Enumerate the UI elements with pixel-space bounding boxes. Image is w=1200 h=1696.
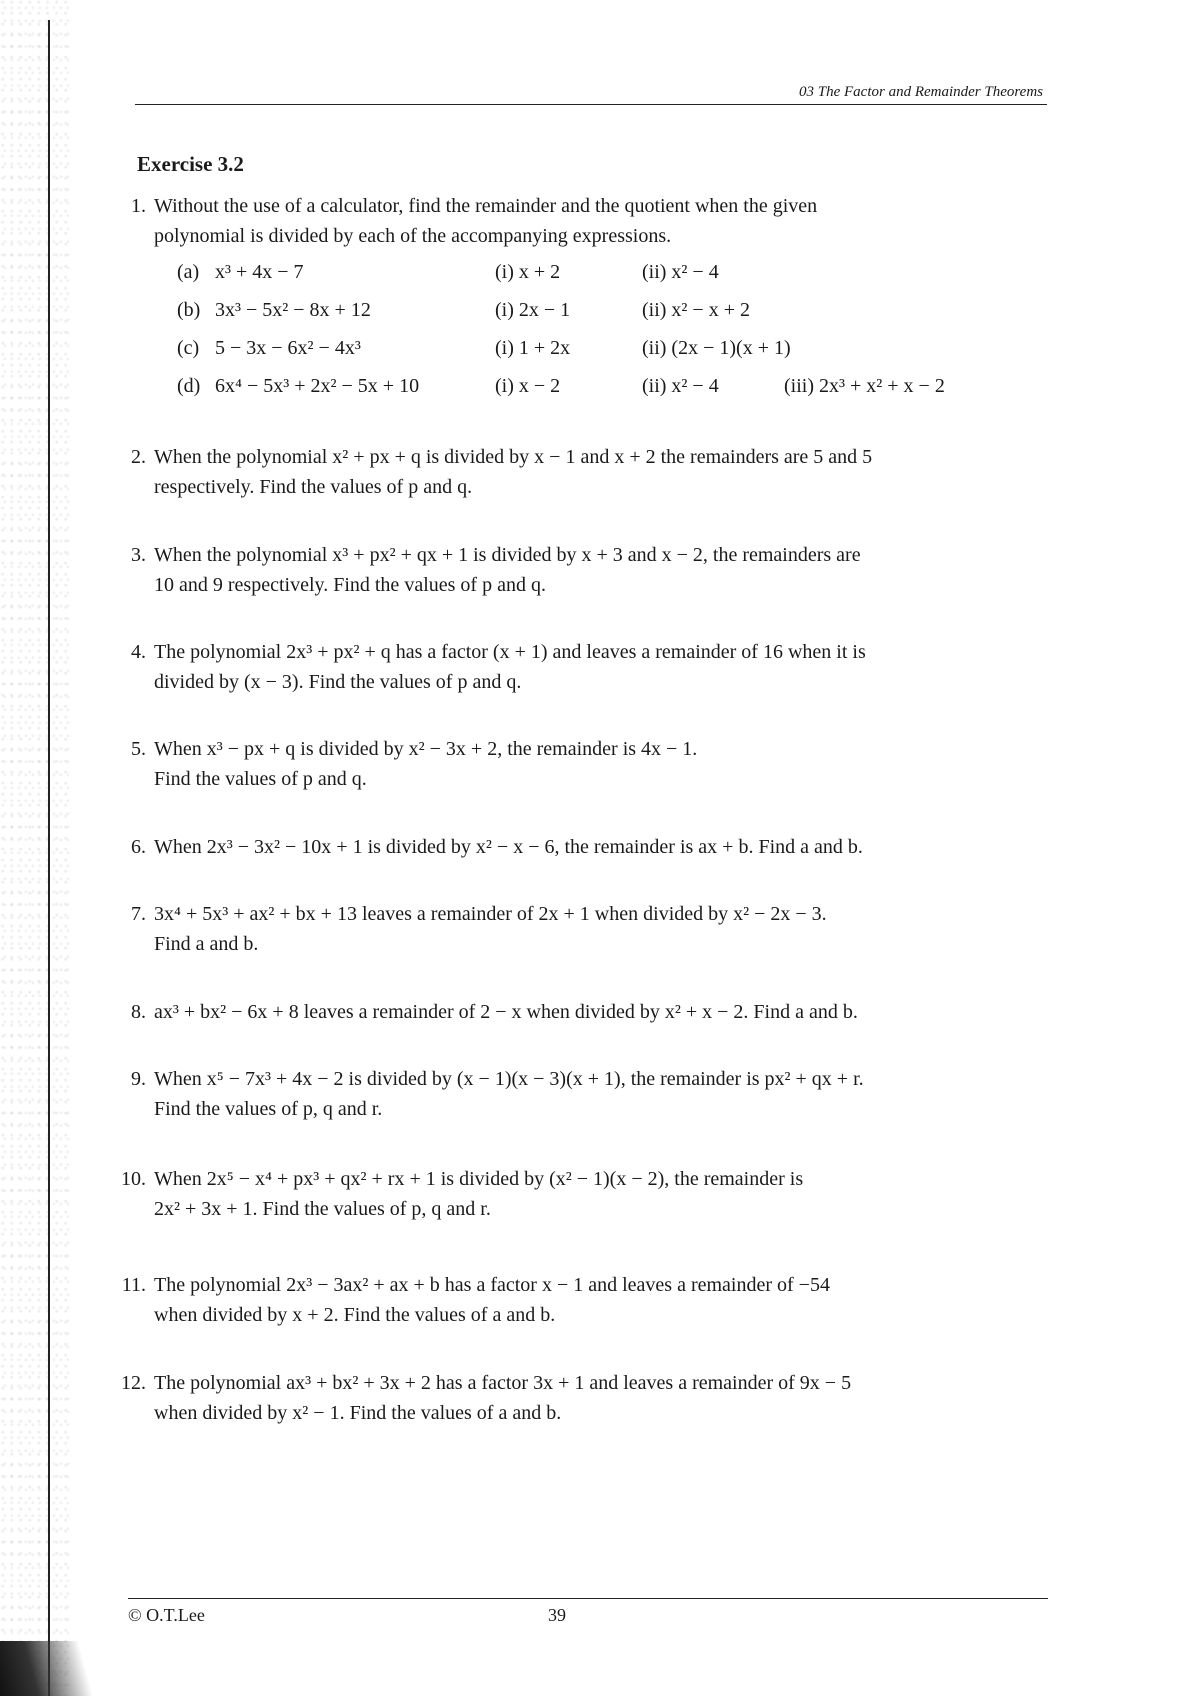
question-text: Find the values of p, q and r.	[154, 1098, 383, 1120]
exercise-title: Exercise 3.2	[137, 152, 244, 176]
scan-shadow	[0, 1641, 95, 1696]
question-number: 9.	[131, 1068, 146, 1090]
question-number: 5.	[131, 738, 146, 760]
question-number: 6.	[131, 836, 146, 858]
question-text: The polynomial 2x³ − 3ax² + ax + b has a factor x − 1 and leaves a remainder of −54	[154, 1274, 830, 1296]
question-text: respectively. Find the values of p and q.	[154, 476, 473, 498]
question-text: Find the values of p and q.	[154, 768, 367, 790]
question-number: 8.	[131, 1001, 146, 1023]
question-text: when divided by x² − 1. Find the values of a and b.	[154, 1402, 562, 1424]
footer-rule	[128, 1598, 1048, 1599]
divisor: (ii) (2x − 1)(x + 1)	[642, 337, 791, 359]
polynomial: x³ + 4x − 7	[215, 261, 304, 283]
question-text: divided by (x − 3). Find the values of p and q.	[154, 671, 522, 693]
question-text: 3x⁴ + 5x³ + ax² + bx + 13 leaves a remainder of 2x + 1 when divided by x² − 2x − 3.	[154, 903, 827, 925]
question-number: 2.	[131, 446, 146, 468]
part-row	[177, 375, 945, 398]
divisor: (i) x − 2	[495, 375, 561, 397]
question-number: 1.	[131, 195, 146, 217]
question-number: 4.	[131, 641, 146, 663]
page-number: 39	[548, 1605, 566, 1625]
part-label: (a)	[177, 261, 200, 283]
part-row	[177, 337, 791, 360]
copyright: © O.T.Lee	[128, 1605, 205, 1625]
question-text: When x⁵ − 7x³ + 4x − 2 is divided by (x − 1)(x − 3)(x + 1), the remainder is px² + qx + r.	[154, 1068, 864, 1090]
question-number: 11.	[121, 1274, 146, 1296]
part-row	[177, 261, 719, 284]
divisor: (ii) x² − x + 2	[642, 299, 750, 321]
question-text: Find a and b.	[154, 933, 259, 955]
divisor: (i) 2x − 1	[495, 299, 571, 321]
question-number: 3.	[131, 544, 146, 566]
question-text: The polynomial 2x³ + px² + q has a factor (x + 1) and leaves a remainder of 16 when it is	[154, 641, 866, 663]
divisor: (iii) 2x³ + x² + x − 2	[784, 375, 945, 397]
polynomial: 5 − 3x − 6x² − 4x³	[215, 337, 361, 359]
question-text: polynomial is divided by each of the accompanying expressions.	[154, 225, 672, 247]
part-label: (b)	[177, 299, 201, 321]
divisor: (i) x + 2	[495, 261, 561, 283]
part-label: (d)	[177, 375, 201, 397]
question-text: 2x² + 3x + 1. Find the values of p, q and r.	[154, 1198, 491, 1220]
question-text: When 2x⁵ − x⁴ + px³ + qx² + rx + 1 is divided by (x² − 1)(x − 2), the remainder is	[154, 1168, 804, 1190]
question-text: When 2x³ − 3x² − 10x + 1 is divided by x² − x − 6, the remainder is ax + b. Find a and b.	[154, 836, 863, 858]
question-number: 12.	[121, 1372, 146, 1394]
question-text: when divided by x + 2. Find the values of a and b.	[154, 1304, 556, 1326]
question-text: Without the use of a calculator, find the remainder and the quotient when the given	[154, 195, 818, 217]
question-number: 10.	[121, 1168, 146, 1190]
scanned-page-edge	[0, 0, 70, 1696]
polynomial: 3x³ − 5x² − 8x + 12	[215, 299, 371, 321]
question-text: When the polynomial x² + px + q is divided by x − 1 and x + 2 the remainders are 5 and 5	[154, 446, 873, 468]
question-text: 10 and 9 respectively. Find the values of p and q.	[154, 574, 546, 596]
question-text: ax³ + bx² − 6x + 8 leaves a remainder of 2 − x when divided by x² + x − 2. Find a and b.	[154, 1001, 858, 1023]
header-rule	[135, 104, 1047, 105]
divisor: (i) 1 + 2x	[495, 337, 571, 359]
part-label: (c)	[177, 337, 200, 359]
running-header: 03 The Factor and Remainder Theorems	[799, 84, 1043, 100]
question-text: When the polynomial x³ + px² + qx + 1 is divided by x + 3 and x − 2, the remainders are	[154, 544, 861, 566]
polynomial: 6x⁴ − 5x³ + 2x² − 5x + 10	[215, 375, 420, 397]
question-text: The polynomial ax³ + bx² + 3x + 2 has a factor 3x + 1 and leaves a remainder of 9x − 5	[154, 1372, 852, 1394]
part-row	[177, 299, 750, 322]
divisor: (ii) x² − 4	[642, 375, 719, 397]
binding-line	[48, 20, 50, 1696]
divisor: (ii) x² − 4	[642, 261, 719, 283]
question-number: 7.	[131, 903, 146, 925]
question-text: When x³ − px + q is divided by x² − 3x + 2, the remainder is 4x − 1.	[154, 738, 698, 760]
